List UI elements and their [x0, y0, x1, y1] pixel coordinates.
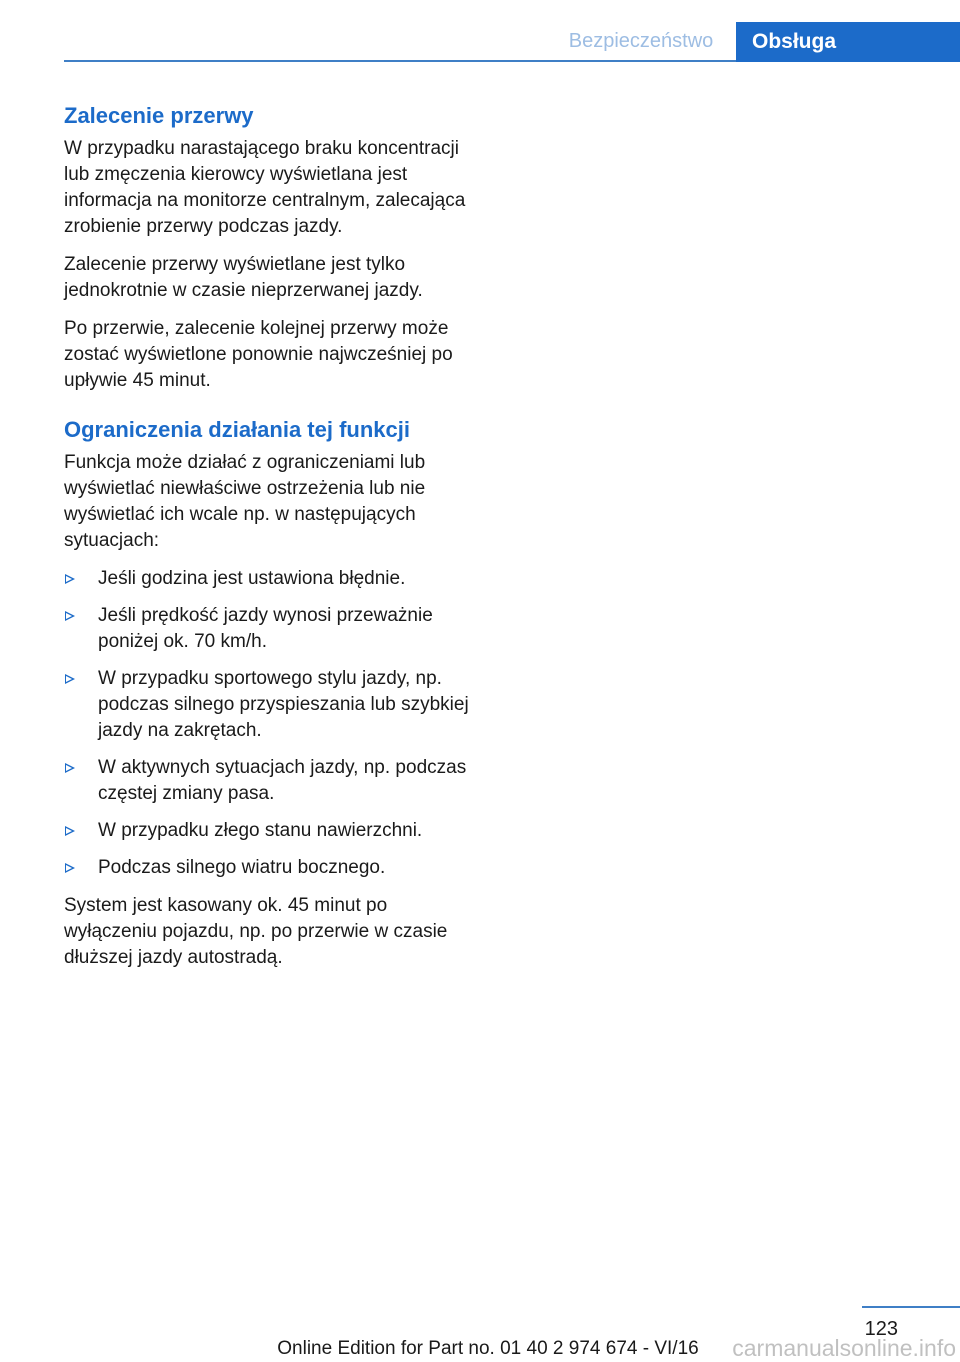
footer-divider: [862, 1306, 960, 1308]
list-item-text: W przypadku złego stanu nawierzchni.: [98, 820, 423, 841]
triangle-bullet-icon: [65, 574, 75, 584]
list-item-text: W aktywnych sytuacjach jazdy, np. podczas częstej zmiany pasa.: [98, 757, 467, 804]
triangle-bullet-icon: [65, 826, 75, 836]
chapter-tab[interactable]: Obsługa: [736, 22, 960, 62]
list-item-text: Jeśli godzina jest ustawiona błędnie.: [98, 568, 406, 589]
triangle-bullet-icon: [65, 611, 75, 621]
watermark: carmanualsonline.info: [732, 1335, 956, 1361]
section-heading-break-recommendation: Zalecenie przerwy: [64, 103, 254, 128]
list-item-text: W przypadku sportowego stylu jazdy, np. podczas silnego przyspieszania lub szybkiej jazdy na zakrętach.: [98, 668, 469, 741]
paragraph: Zalecenie przerwy wyświetlane jest tylko jednokrotnie w czasie nieprzerwanej jazdy.: [64, 254, 423, 301]
section-tab[interactable]: Bezpieczeństwo: [568, 30, 714, 52]
list-item: [64, 566, 480, 592]
list-item: [64, 755, 480, 807]
list-item: [64, 855, 480, 881]
list-item-text: Podczas silnego wiatru bocznego.: [98, 857, 386, 878]
paragraph: Funkcja może działać z ograniczeniami lub wyświetlać niewłaściwe ostrzeżenia lub nie wyświetlać ich wcale np. w następujących sytuacjach:: [64, 452, 426, 551]
triangle-bullet-icon: [65, 674, 75, 684]
paragraph: Po przerwie, zalecenie kolejnej przerwy może zostać wyświetlone ponownie najwcześniej po upływie 45 minut.: [64, 318, 453, 391]
paragraph: W przypadku narastającego braku koncentracji lub zmęczenia kierowcy wyświetlana jest informacja na monitorze centralnym, zalecająca zrobienie przerwy podczas jazdy.: [64, 138, 466, 237]
paragraph: System jest kasowany ok. 45 minut po wyłączeniu pojazdu, np. po przerwie w czasie dłuższej jazdy autostradą.: [64, 895, 448, 968]
page-content: [64, 102, 480, 983]
list-item: [64, 818, 480, 844]
limitations-list: [64, 566, 480, 881]
section-heading-limitations: Ograniczenia działania tej funkcji: [64, 417, 410, 442]
triangle-bullet-icon: [65, 763, 75, 773]
page-number: 123: [864, 1318, 898, 1340]
list-item: [64, 666, 480, 744]
list-item-text: Jeśli prędkość jazdy wynosi przeważnie poniżej ok. 70 km/h.: [98, 605, 433, 652]
edition-line: Online Edition for Part no. 01 40 2 974 674 - VI/16: [277, 1338, 699, 1359]
list-item: [64, 603, 480, 655]
triangle-bullet-icon: [65, 863, 75, 873]
